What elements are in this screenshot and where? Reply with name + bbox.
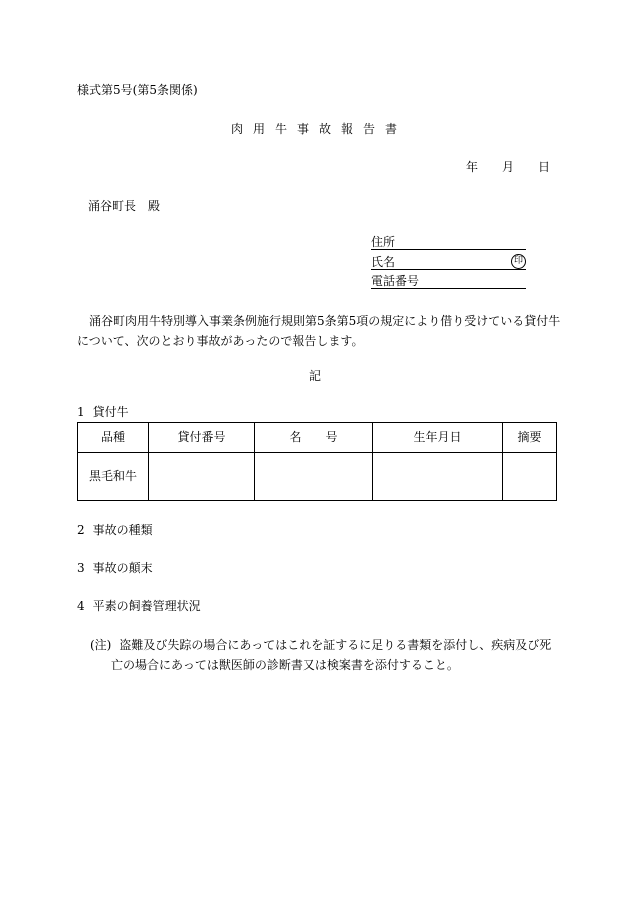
cell-registered-name[interactable] xyxy=(255,453,373,501)
section-3-label: 事故の顛末 xyxy=(92,561,153,575)
body-line-1: 涌谷町肉用牛特別導入事業条例施行規則第5条第5項の規定により借り受けている貸付牛 xyxy=(89,314,561,328)
note-line-2: 亡の場合にあっては獣医師の診断書又は検案書を添付すること。 xyxy=(111,658,459,672)
section-2-heading xyxy=(77,523,153,537)
section-1-number: 1 xyxy=(77,405,85,419)
form-number: 様式第5号(第5条関係) xyxy=(77,83,198,97)
cell-birth-date[interactable] xyxy=(373,453,503,501)
addressee: 涌谷町長 殿 xyxy=(88,199,161,213)
table-header-row xyxy=(78,423,557,453)
header-breed: 品種 xyxy=(78,423,149,453)
header-remarks: 摘要 xyxy=(503,423,557,453)
section-3-heading xyxy=(77,561,153,575)
year-label: 年 xyxy=(466,160,479,174)
cell-remarks[interactable] xyxy=(503,453,557,501)
cell-breed[interactable]: 黒毛和牛 xyxy=(78,453,149,501)
address-field xyxy=(371,235,526,250)
ki-heading: 記 xyxy=(308,369,321,383)
note-line-1: 盗難及び失踪の場合にあってはこれを証するに足りる書類を添付し、疾病及び死 xyxy=(119,638,552,652)
document-title: 肉用牛事故報告書 xyxy=(230,122,407,136)
note-prefix: (注) xyxy=(90,638,112,652)
attachment-note xyxy=(90,635,560,675)
date-line xyxy=(442,160,550,174)
name-field xyxy=(371,255,526,270)
header-loan-number: 貸付番号 xyxy=(149,423,255,453)
header-registered-name: 名 号 xyxy=(255,423,373,453)
section-2-label: 事故の種類 xyxy=(92,523,153,537)
cell-loan-number[interactable] xyxy=(149,453,255,501)
report-body-text xyxy=(77,311,561,351)
month-label: 月 xyxy=(502,160,515,174)
body-line-2: について、次のとおり事故があったので報告します。 xyxy=(77,334,364,348)
table-row xyxy=(78,453,557,501)
section-3-number: 3 xyxy=(77,561,85,575)
section-4-number: 4 xyxy=(77,599,85,613)
section-4-heading xyxy=(77,599,201,613)
name-label: 氏名 xyxy=(371,255,396,269)
phone-label: 電話番号 xyxy=(371,274,420,288)
day-label: 日 xyxy=(538,160,551,174)
section-2-number: 2 xyxy=(77,523,85,537)
phone-field xyxy=(371,274,526,289)
address-label: 住所 xyxy=(371,235,396,249)
section-4-label: 平素の飼養管理状況 xyxy=(92,599,201,613)
header-birth-date: 生年月日 xyxy=(373,423,503,453)
section-1-heading xyxy=(77,405,129,419)
loaned-cattle-table xyxy=(77,422,557,501)
seal-mark: 印 xyxy=(511,254,526,269)
section-1-label: 貸付牛 xyxy=(92,405,129,419)
